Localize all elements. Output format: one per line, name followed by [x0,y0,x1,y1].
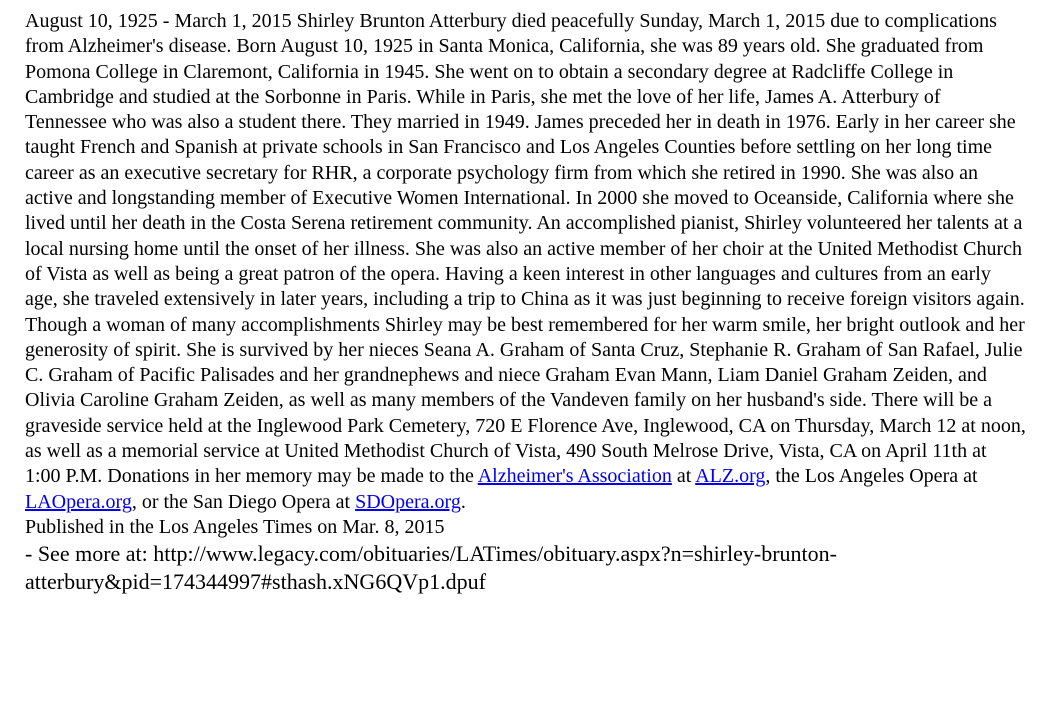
laopera-link[interactable]: LAOpera.org [25,490,132,513]
separator-text: at [671,465,696,488]
sdopera-link[interactable]: SDOpera.org [355,490,461,513]
alz-org-link[interactable]: ALZ.org [695,465,766,488]
obituary-main-text: August 10, 1925 - March 1, 2015 Shirley Brunton Atterbury died peacefully Sunday, March 1, 2015 due to complications from Alzheimer's disease. Born August 10, 1925 in Santa Monica, California, she was 89 years old. She graduated from Pomona College in Claremont, California in 1945. She went on to obtain a secondary degree at Radcliffe College in Cambridge and studied at the Sorbonne in Paris. While in Paris, she met the love of her life, James A. Atterbury of Tennessee who was also a student there. They married in 1949. James preceded her in death in 1976. Early in her career she taught French and Spanish at private schools in San Francisco and Los Angeles Counties before settling on her long time career as an executive secretary for RHR, a corporate psychology firm from which she retired in 1990. She was also an active and longstanding member of Executive Women International. In 2000 she moved to Oceanside, California where she lived until her death in the Costa Serena retirement community. An accomplished pianist, Shirley volunteered her talents at a local nursing home until the onset of her illness. She was also an active member of her choir at the United Methodist Church of Vista as well as being a great patron of the opera. Having a keen interest in other languages and cultures from an early age, she traveled extensively in later years, including a trip to China as it was just beginning to receive foreign visitors again. Though a woman of many accomplishments Shirley may be best remembered for her warm smile, her bright outlook and her generosity of spirit. She is survived by her nieces Seana A. Graham of Santa Cruz, Stephanie R. Graham of San Rafael, Julie C. Graham of Pacific Palisades and her grandnephews and niece Graham Evan Mann, Liam Daniel Graham Zeiden, and Olivia Caroline Graham Zeiden, as well as many members of the Vandeven family on her husband's side. There will be a graveside service held at the Inglewood Park Cemetery, 720 E Florence Ave, Inglewood, CA on Thursday, March 12 at noon, as well as a memorial service at United Methodist Church of Vista, 490 South Melrose Drive, Vista, CA on April 11th at 1:00 P.M. Donations in her memory may be made to the [25,10,1026,488]
alzheimers-association-link[interactable]: Alzheimer's Association [477,465,672,488]
see-more-text: - See more at: http://www.legacy.com/obituaries/LATimes/obituary.aspx?n=shirley-brunton-atterbury&pid=174344997#sthash.xNG6QVp1.dpuf [25,541,837,595]
obituary-body-text [25,9,1027,515]
separator-text: , or the San Diego Opera at [131,490,356,513]
published-line: Published in the Los Angeles Times on Mar. 8, 2015 [25,515,445,538]
separator-text: , the Los Angeles Opera at [765,465,978,488]
closing-period: . [460,490,466,513]
